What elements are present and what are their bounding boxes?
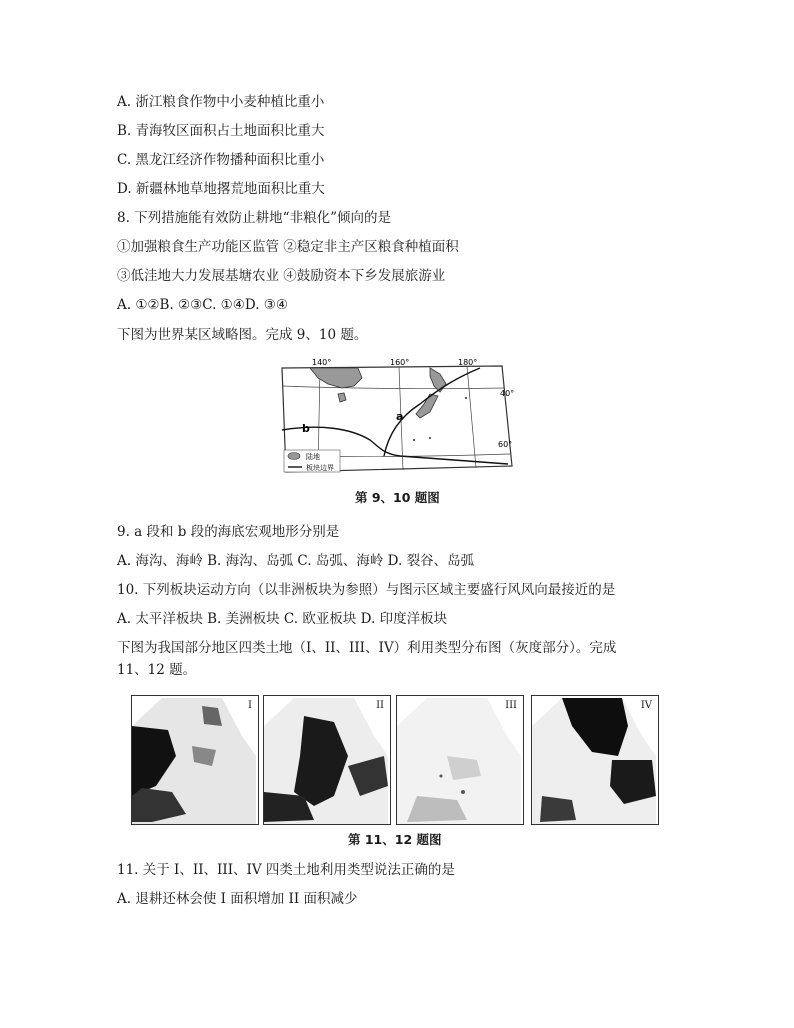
q8-measures-1-2: ①加强粮食生产功能区监管 ②稳定非主产区粮食种植面积 [117, 239, 459, 255]
australia-landmass [310, 368, 362, 388]
option-d-q7: D. 新疆林地草地撂荒地面积比重大 [117, 181, 325, 197]
lon-label-180: 180° [458, 358, 478, 367]
land-use-panel-4 [531, 695, 659, 825]
q8-measures-3-4: ③低洼地大力发展基塘农业 ④鼓励资本下乡发展旅游业 [117, 268, 446, 284]
legend-land-swatch [288, 453, 300, 460]
q10-options: A. 太平洋板块 B. 美洲板块 C. 欧亚板块 D. 印度洋板块 [117, 611, 448, 627]
point-label-b: b [302, 422, 310, 435]
q8-options: A. ①②B. ②③C. ①④D. ③④ [117, 297, 289, 313]
q11-option-a: A. 退耕还林会使 I 面积增加 II 面积减少 [117, 891, 358, 907]
figure-caption-9-10: 第 9、10 题图 [355, 490, 440, 505]
lon-label-160: 160° [390, 358, 410, 367]
option-a-q7: A. 浙江粮食作物中小麦种植比重小 [117, 94, 325, 110]
question-10: 10. 下列板块运动方向（以非洲板块为参照）与图示区域主要盛行风风向最接近的是 [117, 582, 616, 598]
panel-label-3: III [505, 700, 517, 711]
point-label-a: a [396, 410, 404, 423]
land-use-panel-1 [131, 695, 259, 825]
meridian-180 [467, 366, 476, 468]
panel-label-1: I [248, 700, 252, 711]
panel-label-4: IV [640, 700, 652, 711]
figure-intro-11-12-cont: 11、12 题。 [117, 662, 197, 678]
figure-intro-9-10: 下图为世界某区域略图。完成 9、10 题。 [117, 327, 368, 343]
lon-label-140: 140° [312, 358, 332, 367]
lat-label-40: 40° [500, 389, 515, 398]
region-map-figure [280, 356, 516, 484]
question-9: 9. a 段和 b 段的海底宏观地形分别是 [117, 524, 340, 540]
land-use-panel-3 [396, 695, 524, 825]
question-11: 11. 关于 I、II、III、IV 四类土地利用类型说法正确的是 [117, 862, 455, 878]
legend-land-label: 陆地 [306, 453, 320, 461]
panel-label-2: II [376, 700, 384, 711]
q9-options: A. 海沟、海岭 B. 海沟、岛弧 C. 岛弧、海岭 D. 裂谷、岛弧 [117, 553, 475, 569]
question-8: 8. 下列措施能有效防止耕地“非粮化”倾向的是 [117, 210, 391, 226]
option-b-q7: B. 青海牧区面积占土地面积比重大 [117, 123, 325, 139]
tasmania-landmass [338, 393, 346, 402]
parallel-40 [282, 386, 504, 389]
figure-caption-11-12: 第 11、12 题图 [348, 832, 442, 847]
option-c-q7: C. 黑龙江经济作物播种面积比重小 [117, 152, 325, 168]
land-use-panel-2 [263, 695, 391, 825]
new-zealand-south-island [416, 394, 438, 418]
lat-label-60: 60° [498, 440, 513, 449]
legend-boundary-label: 板块边界 [306, 464, 334, 472]
figure-intro-11-12: 下图为我国部分地区四类土地（I、II、III、IV）利用类型分布图（灰度部分）。完成 [117, 640, 617, 656]
